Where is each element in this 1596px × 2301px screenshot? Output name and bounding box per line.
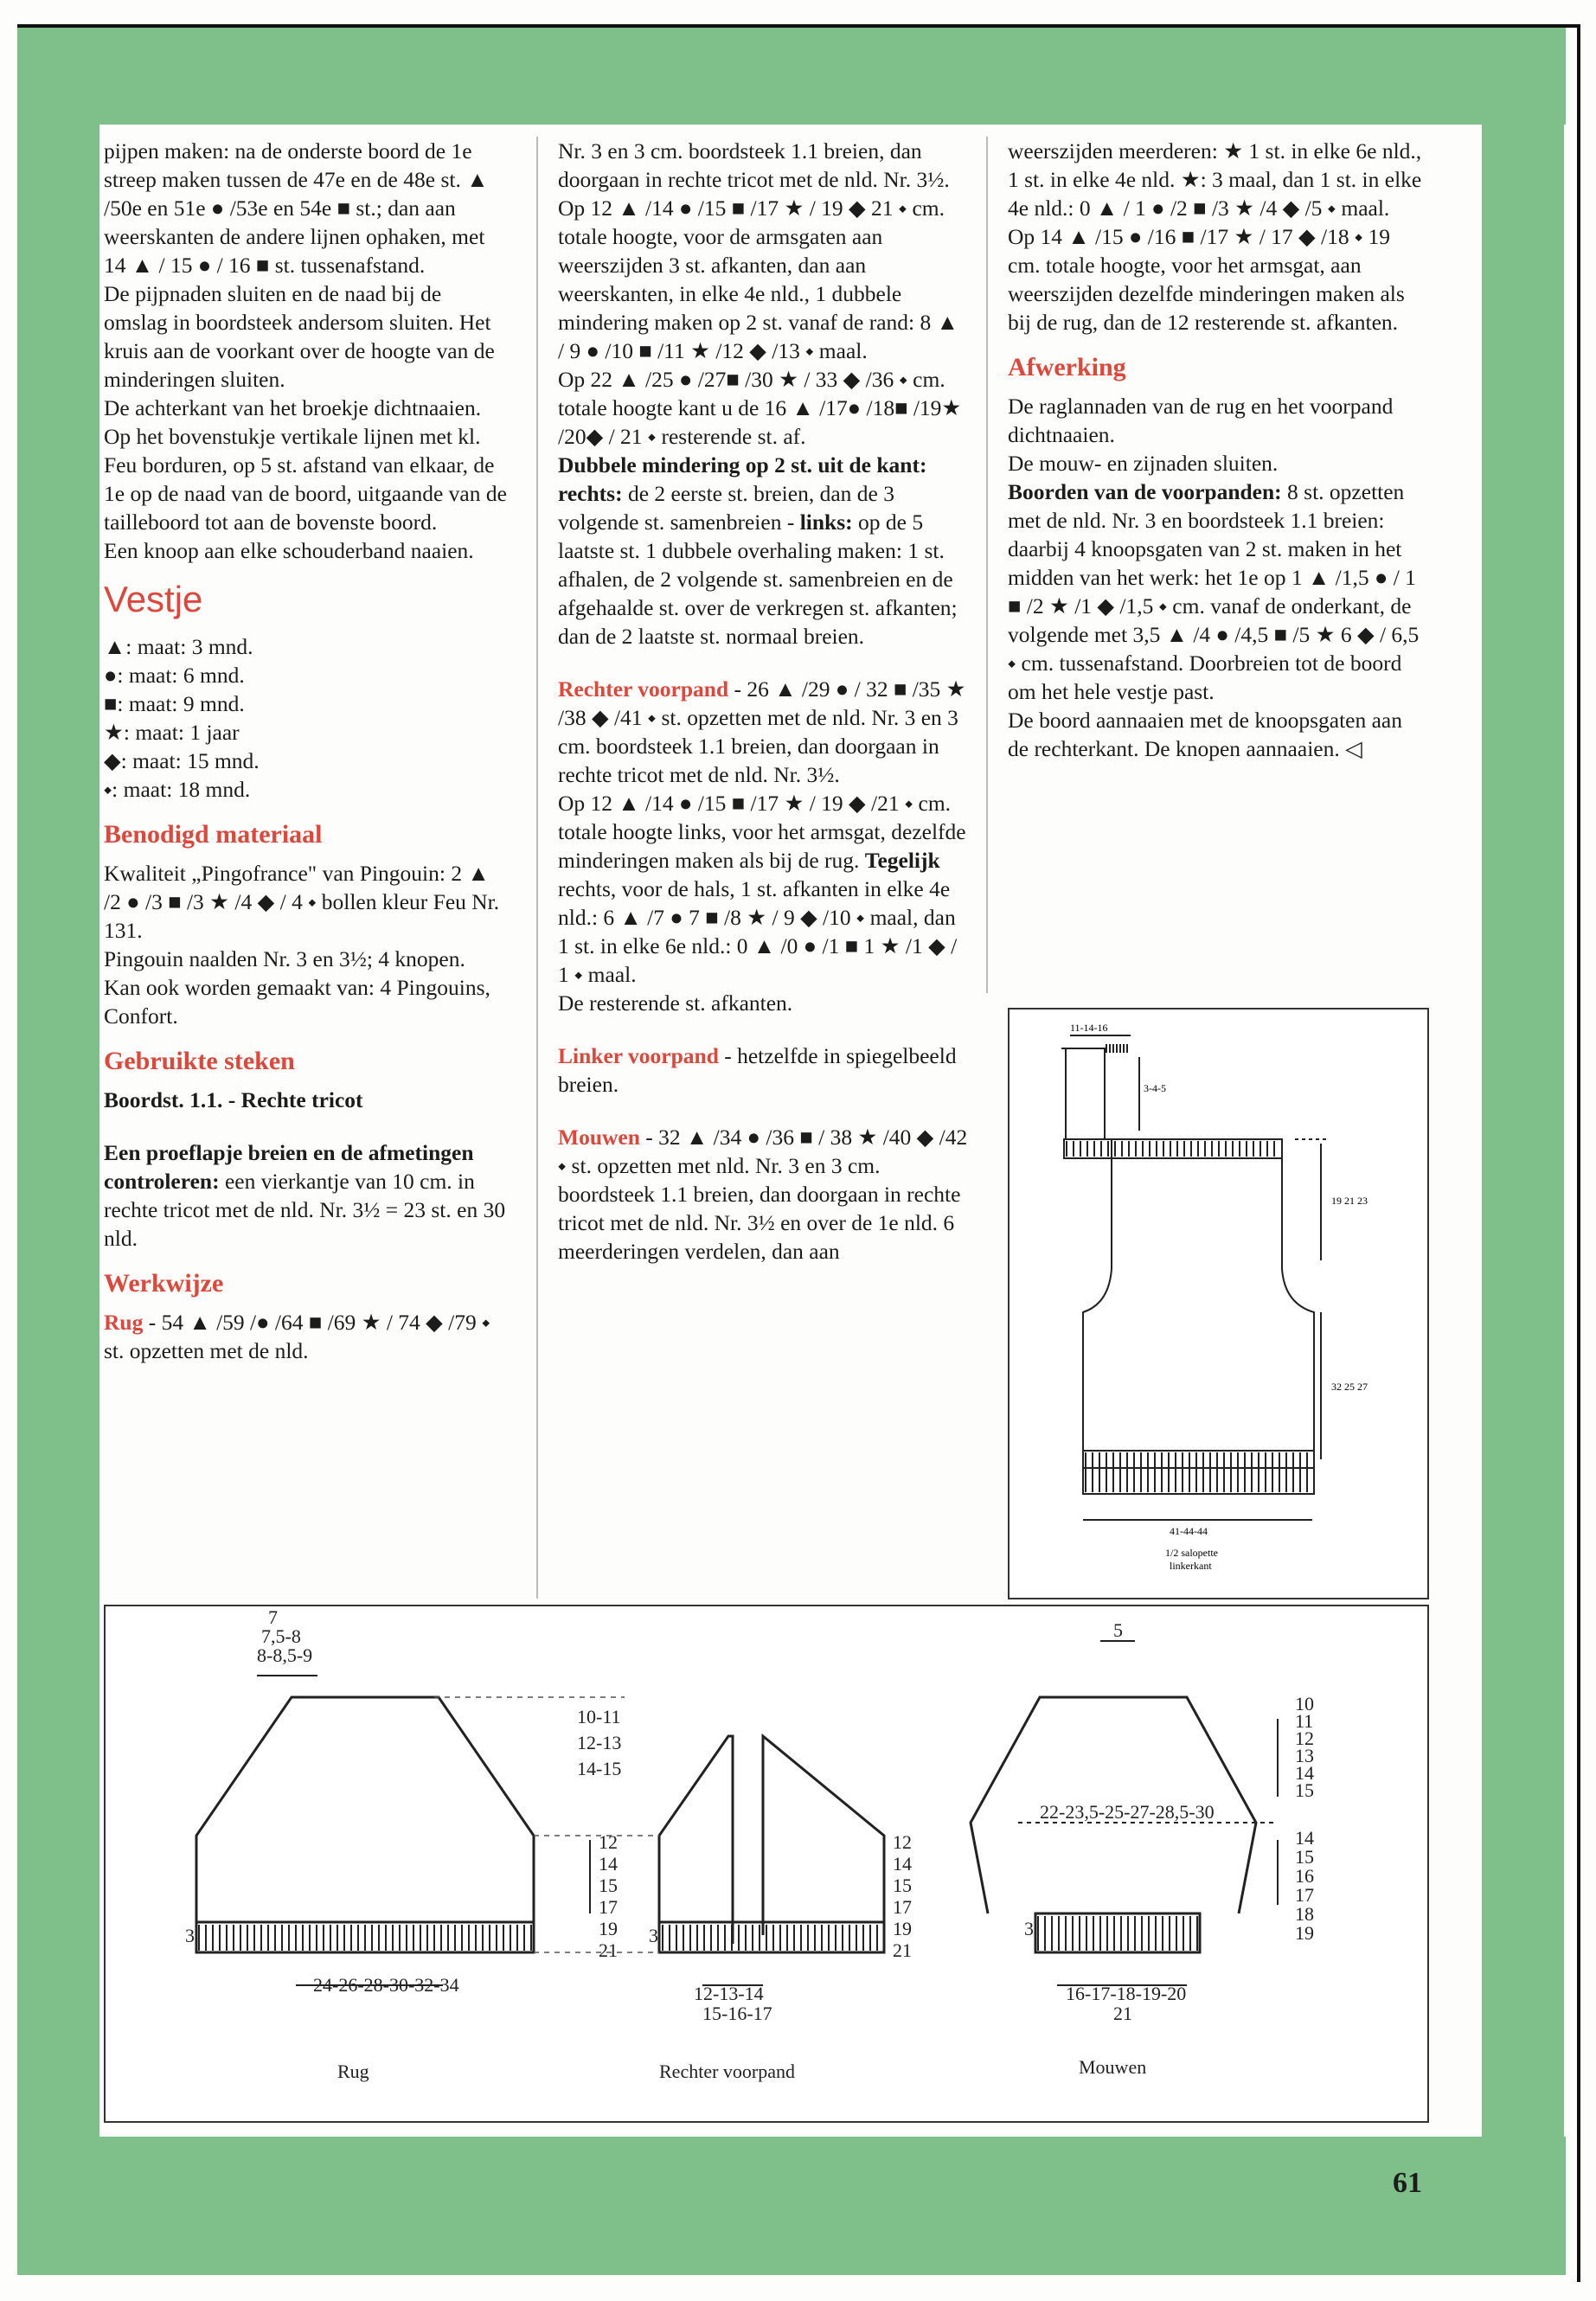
paragraph-c2-3: Op 22 ▲ /25 ● /27■ /30 ★ / 33 ◆ /36 ⬩ cm. totale hoogte kant u de 16 ▲ /17● /18■ /19★ /20◆ / 21 ⬩ resterende st. af.	[558, 367, 962, 449]
paragraph-c3-1: weerszijden meerderen: ★ 1 st. in elke 6e nld., 1 st. in elke 4e nld. ★: 3 maal, dan 1 st. in elke 4e nld.: 0 ▲ / 1 ● /2 ■ /3 ★ /4 ◆ /5 ⬩ maal.	[1008, 138, 1422, 221]
mouwen-right-bottom-2: 15	[1295, 1846, 1314, 1868]
page-number: 61	[1393, 2167, 1422, 2199]
voorpand-bottom-1: 12-13-14	[694, 1983, 764, 2004]
mouwen-right-top-3: 12	[1295, 1727, 1314, 1749]
size-item: ▲: maat: 3 mnd.	[104, 634, 253, 659]
paragraph-button: Een knoop aan elke schouderband naaien.	[104, 538, 474, 563]
rug-bottom-measure: 24-26-28-30-32-34	[313, 1974, 459, 1996]
mouwen-right-bottom-4: 17	[1295, 1884, 1314, 1906]
voorpand-caption: Rechter voorpand	[659, 2061, 795, 2082]
green-frame-left	[17, 125, 99, 2137]
mouwen-right-top-6: 15	[1295, 1779, 1314, 1801]
size-item: ★: maat: 1 jaar	[104, 720, 240, 745]
rechter-voorpand-label: Rechter voorpand	[558, 676, 729, 702]
paragraph-material-1: Kwaliteit „Pingofrance" van Pingouin: 2 ▲ /2 ● /3 ■ /3 ★ /4 ◆ / 4 ⬩ bollen kleur Feu Nr. 131.	[104, 861, 500, 943]
paragraph-c3-4: De mouw- en zijnaden sluiten.	[1008, 451, 1279, 476]
c2-6-rest: rechts, voor de hals, 1 st. afkanten in elke 4e nld.: 6 ▲ /7 ● 7 ■ /8 ★ / 9 ◆ /10 ⬩ maal, dan 1 st. in elke 6e nld.: 0 ▲ /0 ● /1 ■ 1 ★ /1 ◆ / 1 ⬩ maal.	[558, 876, 958, 987]
mouwen-label: Mouwen	[558, 1125, 640, 1150]
voorpand-outline	[659, 1736, 733, 1944]
paragraph-c3-3: De raglannaden van de rug en het voorpand dichtnaaien.	[1008, 394, 1394, 447]
linker-voorpand-label: Linker voorpand	[558, 1043, 719, 1068]
mouwen-right-top-5: 14	[1295, 1762, 1314, 1784]
voorpand-right-3: 15	[893, 1875, 912, 1896]
mouwen-right-bottom-3: 16	[1295, 1865, 1314, 1887]
borders-text: 8 st. opzetten met de nld. Nr. 3 en boordsteek 1.1 breien: daarbij 4 knoopsgaten van 2 st. maken in het midden van het werk: het 1e op 1 ▲ /1,5 ● / 1 ■ /2 ★ /1 ◆ /1,5 ⬩ cm. vanaf de onderkant, de volgende met 3,5 ▲ /4 ● /4,5 ■ /5 ★ 6 ◆ / 6,5 ⬩ cm. tussenafstand. Doorbreien tot de boord om het hele vestje past.	[1008, 479, 1420, 704]
paragraph-rechter-voorpand	[558, 675, 969, 789]
rug-cuff-label: 3	[185, 1925, 195, 1946]
rug-text: - 54 ▲ /59 /● /64 ■ /69 ★ / 74 ◆ /79 ⬩ st. opzetten met de nld.	[104, 1310, 490, 1363]
size-item: ◆: maat: 15 mnd.	[104, 748, 260, 773]
mouwen-cuff-label: 3	[1024, 1918, 1034, 1939]
mouwen-right-bottom-1: 14	[1295, 1827, 1314, 1849]
pattern-diagrams	[104, 1605, 1429, 2123]
paragraph-rug	[104, 1308, 510, 1365]
heading-stitches: Gebruikte steken	[104, 1047, 295, 1075]
rug-top-2: 7,5-8	[261, 1625, 301, 1647]
rechter-voorpand-text: - 26 ▲ /29 ● / 32 ■ /35 ★ /38 ◆ /41 ⬩ st. opzetten met de nld. Nr. 3 en 3 cm. boordsteek 1.1 breien, dan doorgaan in rechte tricot met de nld. Nr. 3½.	[558, 676, 966, 787]
salopette-right-lower-measure: 32 25 27	[1331, 1381, 1368, 1393]
salopette-side-measure: 3-4-5	[1144, 1082, 1166, 1094]
paragraph-mouwen	[558, 1123, 969, 1266]
paragraph-lines: Op het bovenstukje vertikale lijnen met kl. Feu borduren, op 5 st. afstand van elkaar, de 1e op de naad van de boord, uitgaande van de tailleboord tot aan de bovenste boord.	[104, 424, 507, 535]
green-frame-bottom	[17, 2137, 1566, 2275]
mouwen-width-measure: 22-23,5-25-27-28,5-30	[1040, 1801, 1215, 1823]
paragraph-c2-4	[558, 451, 969, 651]
voorpand-right-6: 21	[893, 1939, 912, 1961]
paragraph-material-2: Pingouin naalden Nr. 3 en 3½; 4 knopen.	[104, 946, 465, 971]
mouwen-caption: Mouwen	[1079, 2056, 1147, 2078]
voorpand-right-1: 12	[893, 1831, 912, 1853]
paragraph-close: De pijpnaden sluiten en de naad bij de omslag in boordsteek andersom sluiten. Het kruis aan de voorkant over de hoogte van de minderingen sluiten.	[104, 281, 495, 392]
gauge-text: een vierkantje van 10 cm. in rechte tricot met de nld. Nr. 3½ = 23 st. en 30 nld.	[104, 1169, 506, 1251]
rug-height-bottom-3: 15	[599, 1875, 618, 1896]
voorpand-right-5: 19	[893, 1918, 912, 1939]
linker-voorpand-text: - hetzelfde in spiegelbeeld breien.	[558, 1043, 957, 1097]
right-border-line	[1577, 24, 1580, 2282]
rug-height-bottom-5: 19	[599, 1918, 618, 1939]
mouwen-right-top-4: 13	[1295, 1745, 1314, 1766]
rug-height-bottom-4: 17	[599, 1896, 618, 1918]
column-divider-1	[536, 137, 538, 1599]
rug-height-bottom-6: 21	[599, 1939, 618, 1961]
mouwen-right-top-1: 10	[1295, 1693, 1314, 1715]
voorpand-cuff-label: 3	[649, 1925, 658, 1946]
gauge-bold: Een proeflapje breien en de afmetingen controleren:	[104, 1140, 474, 1194]
mouwen-top-measure: 5	[1113, 1619, 1123, 1641]
size-item: ■: maat: 9 mnd.	[104, 691, 245, 716]
pattern-drawing	[106, 1606, 1427, 2121]
rug-height-top-2: 12-13	[577, 1732, 622, 1753]
mouwen-right-bottom-5: 18	[1295, 1903, 1314, 1925]
paragraph-c3-2: Op 14 ▲ /15 ● /16 ■ /17 ★ / 17 ◆ /18 ⬩ 19 cm. totale hoogte, voor het armsgat, aan weerszijden dezelfde minderingen maken als bij de rug, dan de 12 resterende st. afkanten.	[1008, 224, 1405, 335]
salopette-bottom-measure: 41-44-44	[1170, 1525, 1208, 1537]
paragraph-stitches: Boordst. 1.1. - Rechte tricot	[104, 1087, 363, 1112]
mouwen-right-bottom-6: 19	[1295, 1922, 1314, 1944]
green-frame-top	[17, 28, 1566, 125]
voorpand-outline-2	[763, 1736, 884, 1944]
paragraph-c2-1: Nr. 3 en 3 cm. boordsteek 1.1 breien, dan doorgaan in rechte tricot met de nld. Nr. 3½.	[558, 138, 950, 192]
column-divider-2	[986, 137, 988, 993]
rug-height-top-1: 10-11	[577, 1706, 621, 1727]
paragraph-c2-6	[558, 789, 969, 989]
salopette-right-measure: 19 21 23	[1331, 1195, 1368, 1207]
heading-finish: Afwerking	[1008, 353, 1126, 381]
double-decrease-left-text: op de 5 laatste st. 1 dubbele overhaling maken: 1 st. afhalen, de 2 volgende st. samenbreien en de afgehaalde st. over de verkregen st. afkanten; dan de 2 laatste st. normaal breien.	[558, 510, 958, 649]
salopette-caption-1: 1/2 salopette	[1165, 1547, 1218, 1559]
salopette-top-measure: 11-14-16	[1070, 1022, 1108, 1034]
size-item: ●: maat: 6 mnd.	[104, 663, 245, 688]
double-decrease-left-label: links:	[799, 510, 853, 535]
tegelijk-label: Tegelijk	[864, 848, 940, 873]
paragraph-intro: pijpen maken: na de onderste boord de 1e streep maken tussen de 47e en de 48e st. ▲ /50e en 51e ● /53e en 54e ■ st.; dan aan weerskanten de andere lijnen ophaken, met 14 ▲ / 15 ● / 16 ■ st. tussenafstand.	[104, 138, 489, 278]
rug-top-1: 7	[268, 1606, 278, 1628]
paragraph-back: De achterkant van het broekje dichtnaaien.	[104, 395, 482, 420]
salopette-caption-2: linkerkant	[1170, 1560, 1212, 1572]
text-column-1	[104, 137, 510, 1365]
double-decrease-right-text: de 2 eerste st. breien, dan de 3 volgende st. samenbreien -	[558, 481, 894, 535]
paragraph-linker-voorpand	[558, 1042, 969, 1099]
rug-height-top-3: 14-15	[577, 1758, 622, 1779]
paragraph-material-3: Kan ook worden gemaakt van: 4 Pingouins, Confort.	[104, 975, 490, 1029]
rug-height-bottom-1: 12	[599, 1831, 618, 1853]
rug-label: Rug	[104, 1310, 144, 1335]
text-column-3	[1008, 137, 1423, 763]
voorpand-right-2: 14	[893, 1853, 912, 1875]
green-frame-right	[1482, 125, 1564, 2137]
paragraph-c2-2: Op 12 ▲ /14 ● /15 ■ /17 ★ / 19 ◆ 21 ⬩ cm. totale hoogte, voor de armsgaten aan weerszijden 3 st. afkanten, dan aan weerskanten, in elke 4e nld., 1 dubbele mindering maken op 2 st. vanaf de rand: 8 ▲ / 9 ● /10 ■ /11 ★ /12 ◆ /13 ⬩ maal.	[558, 195, 958, 363]
c2-6-text: Op 12 ▲ /14 ● /15 ■ /17 ★ / 19 ◆ /21 ⬩ cm. totale hoogte links, voor het armsgat, dezelfde minderingen maken als bij de rug.	[558, 791, 966, 873]
double-decrease-right-label: Dubbele mindering op 2 st. uit de kant: rechts:	[558, 452, 927, 506]
paragraph-c3-6: De boord aannaaien met de knoopsgaten aan de rechterkant. De knopen aannaaien. ◁	[1008, 708, 1402, 761]
heading-material: Benodigd materiaal	[104, 820, 323, 849]
rug-caption: Rug	[337, 2061, 369, 2082]
mouwen-cuff	[1035, 1913, 1200, 1952]
salopette-diagram	[1008, 1008, 1429, 1599]
heading-method: Werkwijze	[104, 1269, 224, 1298]
salopette-drawing	[1010, 1009, 1427, 1598]
mouwen-text: - 32 ▲ /34 ● /36 ■ / 38 ★ /40 ◆ /42 ⬩ st. opzetten met nld. Nr. 3 en 3 cm. boordsteek 1.1 breien, dan doorgaan in rechte tricot met de nld. Nr. 3½ en over de 1e nld. 6 meerderingen verdelen, dan aan	[558, 1125, 968, 1264]
mouwen-bottom-2: 21	[1113, 2003, 1132, 2024]
mouwen-right-top-2: 11	[1295, 1710, 1314, 1732]
voorpand-bottom-2: 15-16-17	[702, 2003, 772, 2024]
paragraph-gauge	[104, 1138, 510, 1253]
size-item: ⬩: maat: 18 mnd.	[104, 777, 251, 802]
paragraph-c2-7: De resterende st. afkanten.	[558, 990, 793, 1016]
borders-label: Boorden van de voorpanden:	[1008, 479, 1282, 504]
rug-outline	[196, 1697, 534, 1944]
mouwen-bottom-1: 16-17-18-19-20	[1066, 1983, 1187, 2004]
text-column-2	[558, 137, 969, 1266]
paragraph-c3-5	[1008, 478, 1423, 706]
voorpand-right-4: 17	[893, 1896, 912, 1918]
section-title-vestje: Vestje	[104, 579, 203, 619]
rug-height-bottom-2: 14	[599, 1853, 618, 1875]
rug-top-3: 8-8,5-9	[257, 1644, 313, 1666]
